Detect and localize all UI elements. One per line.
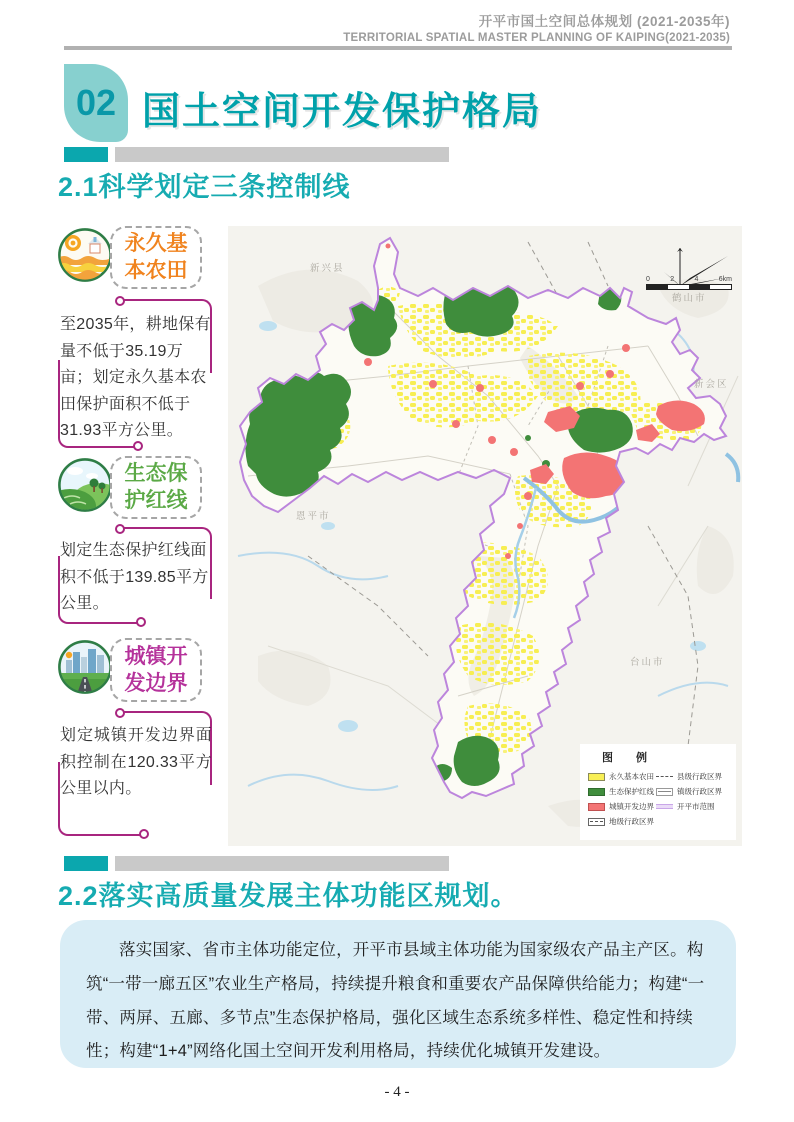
urban-icon: [58, 640, 112, 694]
legend-label: 镇级行政区界: [677, 787, 722, 796]
gray-bar: [115, 856, 449, 871]
teal-bar: [64, 147, 108, 162]
legend-item: [656, 784, 722, 799]
three-control-lines-map: [228, 226, 742, 846]
scale-tick: 6km: [718, 276, 732, 283]
legend-item: [656, 769, 722, 784]
legend-label: 县级行政区界: [677, 772, 722, 781]
neighbor-label: 鹤山市: [672, 293, 707, 304]
legend-item: [588, 814, 654, 829]
legend-item: [588, 784, 654, 799]
ecology-swatch: [588, 788, 605, 796]
neighbor-label: 新兴县: [310, 263, 345, 274]
chapter-number: 02: [75, 82, 117, 123]
teal-bar: [64, 856, 108, 871]
farmland-icon: [58, 228, 112, 282]
ecology-icon: [58, 458, 112, 512]
farmland-title: 永久基本农田: [124, 232, 188, 283]
farmland-desc: 至2035年，耕地保有量不低于35.19万亩；划定永久基本农田保护面积不低于31.93平方公里。: [60, 316, 211, 440]
legend-item: [588, 799, 654, 814]
farmland-title-box: [110, 226, 202, 289]
scale-tick: 4: [694, 276, 699, 283]
prefecture-boundary-swatch: [588, 818, 605, 826]
farmland-swatch: [588, 773, 605, 781]
scale-tick: 0: [646, 276, 650, 283]
city-extent-swatch: [656, 804, 673, 809]
legend-label: 地级行政区界: [609, 817, 654, 826]
legend-label: 生态保护红线: [609, 787, 654, 796]
urban-swatch: [588, 803, 605, 811]
header-title-cn: 开平市国土空间总体规划 (2021-2035年): [478, 14, 730, 29]
control-line-farmland: [58, 226, 216, 454]
bracket-decoration: [58, 762, 140, 836]
header-divider: [64, 46, 732, 50]
gray-bar: [115, 147, 449, 162]
document-header: [343, 14, 730, 45]
section-2-2-title: 2.2落实高质量发展主体功能区规划。: [58, 881, 519, 911]
section-2-2-bars: [64, 856, 449, 871]
bracket-decoration: [58, 556, 137, 624]
town-boundary-swatch: [656, 788, 673, 796]
header-title-en: TERRITORIAL SPATIAL MASTER PLANNING OF KAIPING(2021-2035): [343, 31, 730, 44]
county-boundary-swatch: [656, 776, 673, 777]
ecology-title: 生态保护红线: [124, 462, 188, 513]
chapter-title: 国土空间开发保护格局: [142, 91, 543, 133]
map-scale-bar: [646, 276, 732, 290]
chapter-number-badge: [64, 64, 128, 142]
section-2-1-title: 2.1科学划定三条控制线: [58, 172, 351, 202]
legend-label: 永久基本农田: [609, 772, 654, 781]
bracket-decoration: [58, 360, 134, 448]
neighbor-label: 台山市: [630, 657, 665, 668]
legend-title: 图 例: [602, 752, 658, 764]
legend-label: 城镇开发边界: [609, 802, 654, 811]
scale-bar-segments: [646, 284, 732, 290]
control-line-ecology: [58, 456, 216, 632]
section-2-1-bars: [64, 147, 449, 162]
legend-label: 开平市范围: [677, 802, 715, 811]
urban-title-box: [110, 638, 202, 702]
scale-tick-labels: [646, 276, 732, 283]
neighbor-label: 恩平市: [296, 511, 331, 522]
map-legend: [580, 744, 736, 840]
section-2-2-paragraph: 落实国家、省市主体功能定位，开平市县域主体功能为国家级农产品主产区。构筑“一带一廊五区”农业生产格局，持续提升粮食和重要农产品保障供给能力；构建“一带、两屏、五廊、多节点”生态保护格局，强化区域生态系统多样性、稳定性和持续性；构建“1+4”网络化国土空间开发利用格局，持续优化城镇开发建设。: [86, 941, 705, 1061]
urban-desc: 划定城镇开发边界面积控制在120.33平方公里以内。: [60, 727, 212, 798]
legend-item: [588, 769, 654, 784]
section-2-2-text-box: [60, 920, 736, 1068]
neighbor-label: 新会区: [694, 379, 729, 390]
ecology-desc: 划定生态保护红线面积不低于139.85平方公里。: [60, 542, 209, 613]
page-number: - 4 -: [384, 1084, 410, 1100]
legend-item: [656, 799, 722, 814]
ecology-title-box: [110, 456, 202, 519]
scale-tick: 2: [670, 276, 675, 283]
urban-title: 城镇开发边界: [124, 644, 188, 695]
control-line-urban: [58, 638, 216, 842]
